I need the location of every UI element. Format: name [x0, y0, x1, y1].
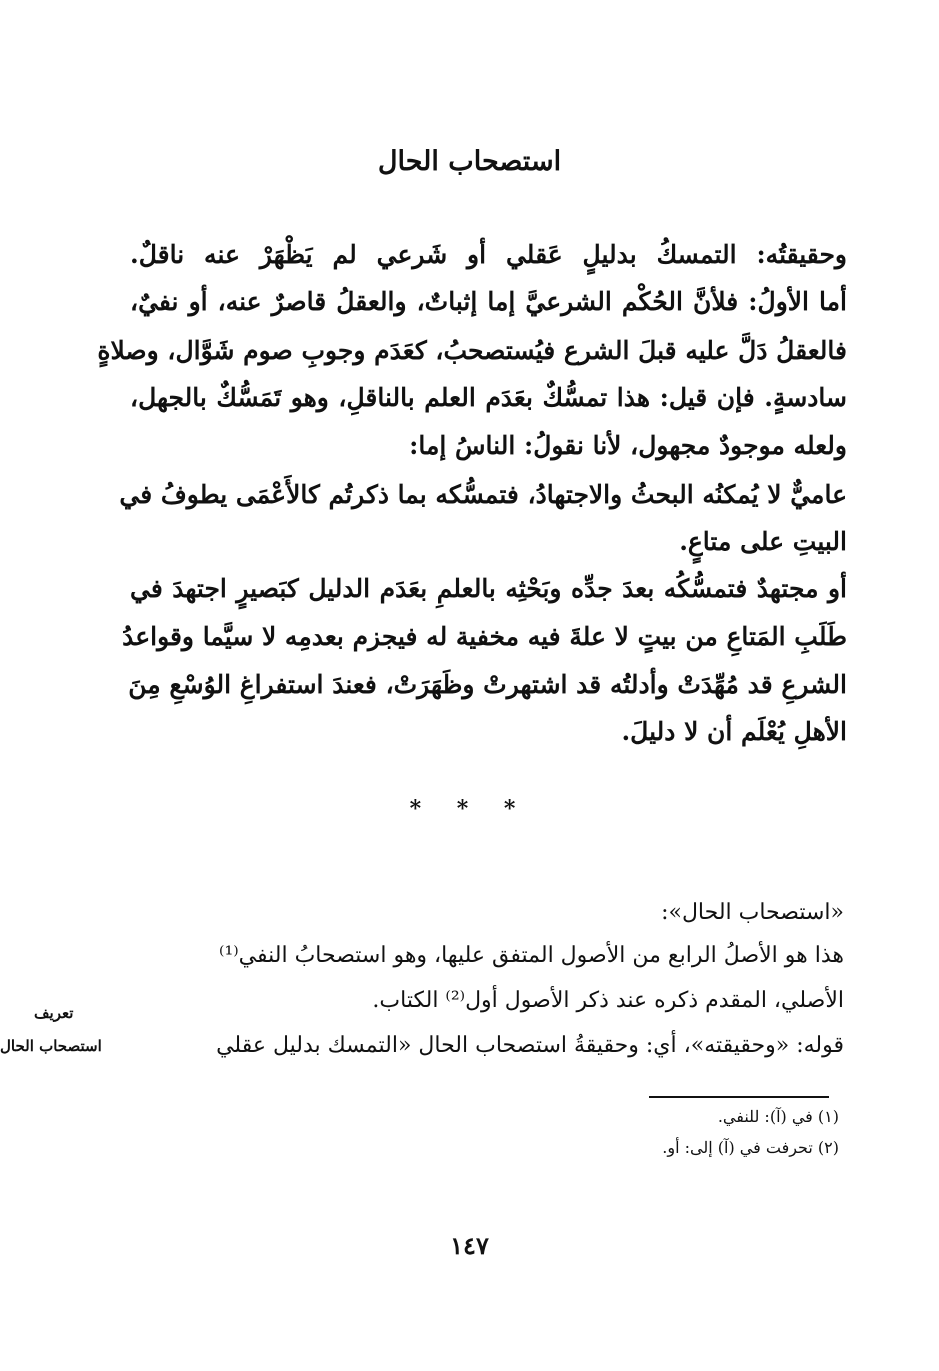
page-number: ١٤٧ [450, 1231, 489, 1260]
footnote: (١) في (آ): للنفي. [717, 1107, 839, 1126]
section-separator: * * * [409, 796, 530, 822]
matn-line: سادسةٍ. فإن قيل: هذا تمسُّكٌ بعَدَم العلم بالناقلِ، وهو تَمَسُّكٌ بالجهل، [130, 383, 847, 412]
footnote-divider [649, 1096, 829, 1098]
matn-line: الأهلِ يُعْلَم أن لا دليلَ. [621, 717, 847, 746]
matn-line: ولعله موجودٌ مجهول، لأنا نقولُ: الناسُ إما: [409, 431, 847, 460]
sharh-line: الأصلي، المقدم ذكره عند ذكر الأصول أول⁽²⁾ الكتاب. [372, 988, 844, 1013]
matn-line: طَلَبِ المَتاعِ من بيتٍ لا علةَ فيه مخفية له فيجزم بعدمِه لا سيَّما وقواعدُ [122, 622, 847, 651]
footnote: (٢) تحرفت في (آ) إلى: أو. [662, 1138, 839, 1157]
section-heading: استصحاب الحال [377, 146, 562, 177]
matn-line: الشرعِ قد مُهِّدَتْ وأدلتُه قد اشتهرتْ وظَهَرَتْ، فعندَ استفراغِ الوُسْعِ مِنَ [128, 670, 847, 699]
matn-line: البيتِ على متاعٍ. [679, 527, 847, 556]
sharh-line: هذا هو الأصلُ الرابع من الأصول المتفق عليها، وهو استصحابُ النفي⁽¹⁾ [219, 943, 844, 968]
matn-line: وحقيقتُه: التمسكُ بدليلٍ عَقلي أو شَرعي لم يَظْهَرْ عنه ناقلٌ. [130, 240, 847, 269]
margin-note-label: تعريف [34, 1004, 74, 1022]
matn-line: فالعقلُ دَلَّ عليه قبلَ الشرع فيُستصحبُ، كعَدَم وجوبِ صوم شَوَّال، وصلاةٍ [97, 336, 847, 365]
matn-line: أما الأولُ: فلأنَّ الحُكْم الشرعيَّ إما إثباتٌ، والعقلُ قاصرٌ عنه، أو نفيٌ، [130, 287, 847, 316]
sharh-line: «استصحاب الحال»: [661, 900, 844, 925]
matn-line: أو مجتهدٌ فتمسُّكُه بعدَ جدِّه وبَحْثِه بالعلمِ بعَدَم الدليل كبَصيرٍ اجتهدَ في [130, 574, 847, 603]
matn-line: عاميٌّ لا يُمكنُه البحثُ والاجتهادُ، فتمسُّكه بما ذكرتُم كالأَعْمَى يطوفُ في [119, 480, 847, 509]
sharh-line: قوله: «وحقيقته»، أي: وحقيقةُ استصحاب الحال «التمسك بدليل عقلي [216, 1033, 844, 1058]
margin-note-text: استصحاب الحال [0, 1037, 102, 1055]
